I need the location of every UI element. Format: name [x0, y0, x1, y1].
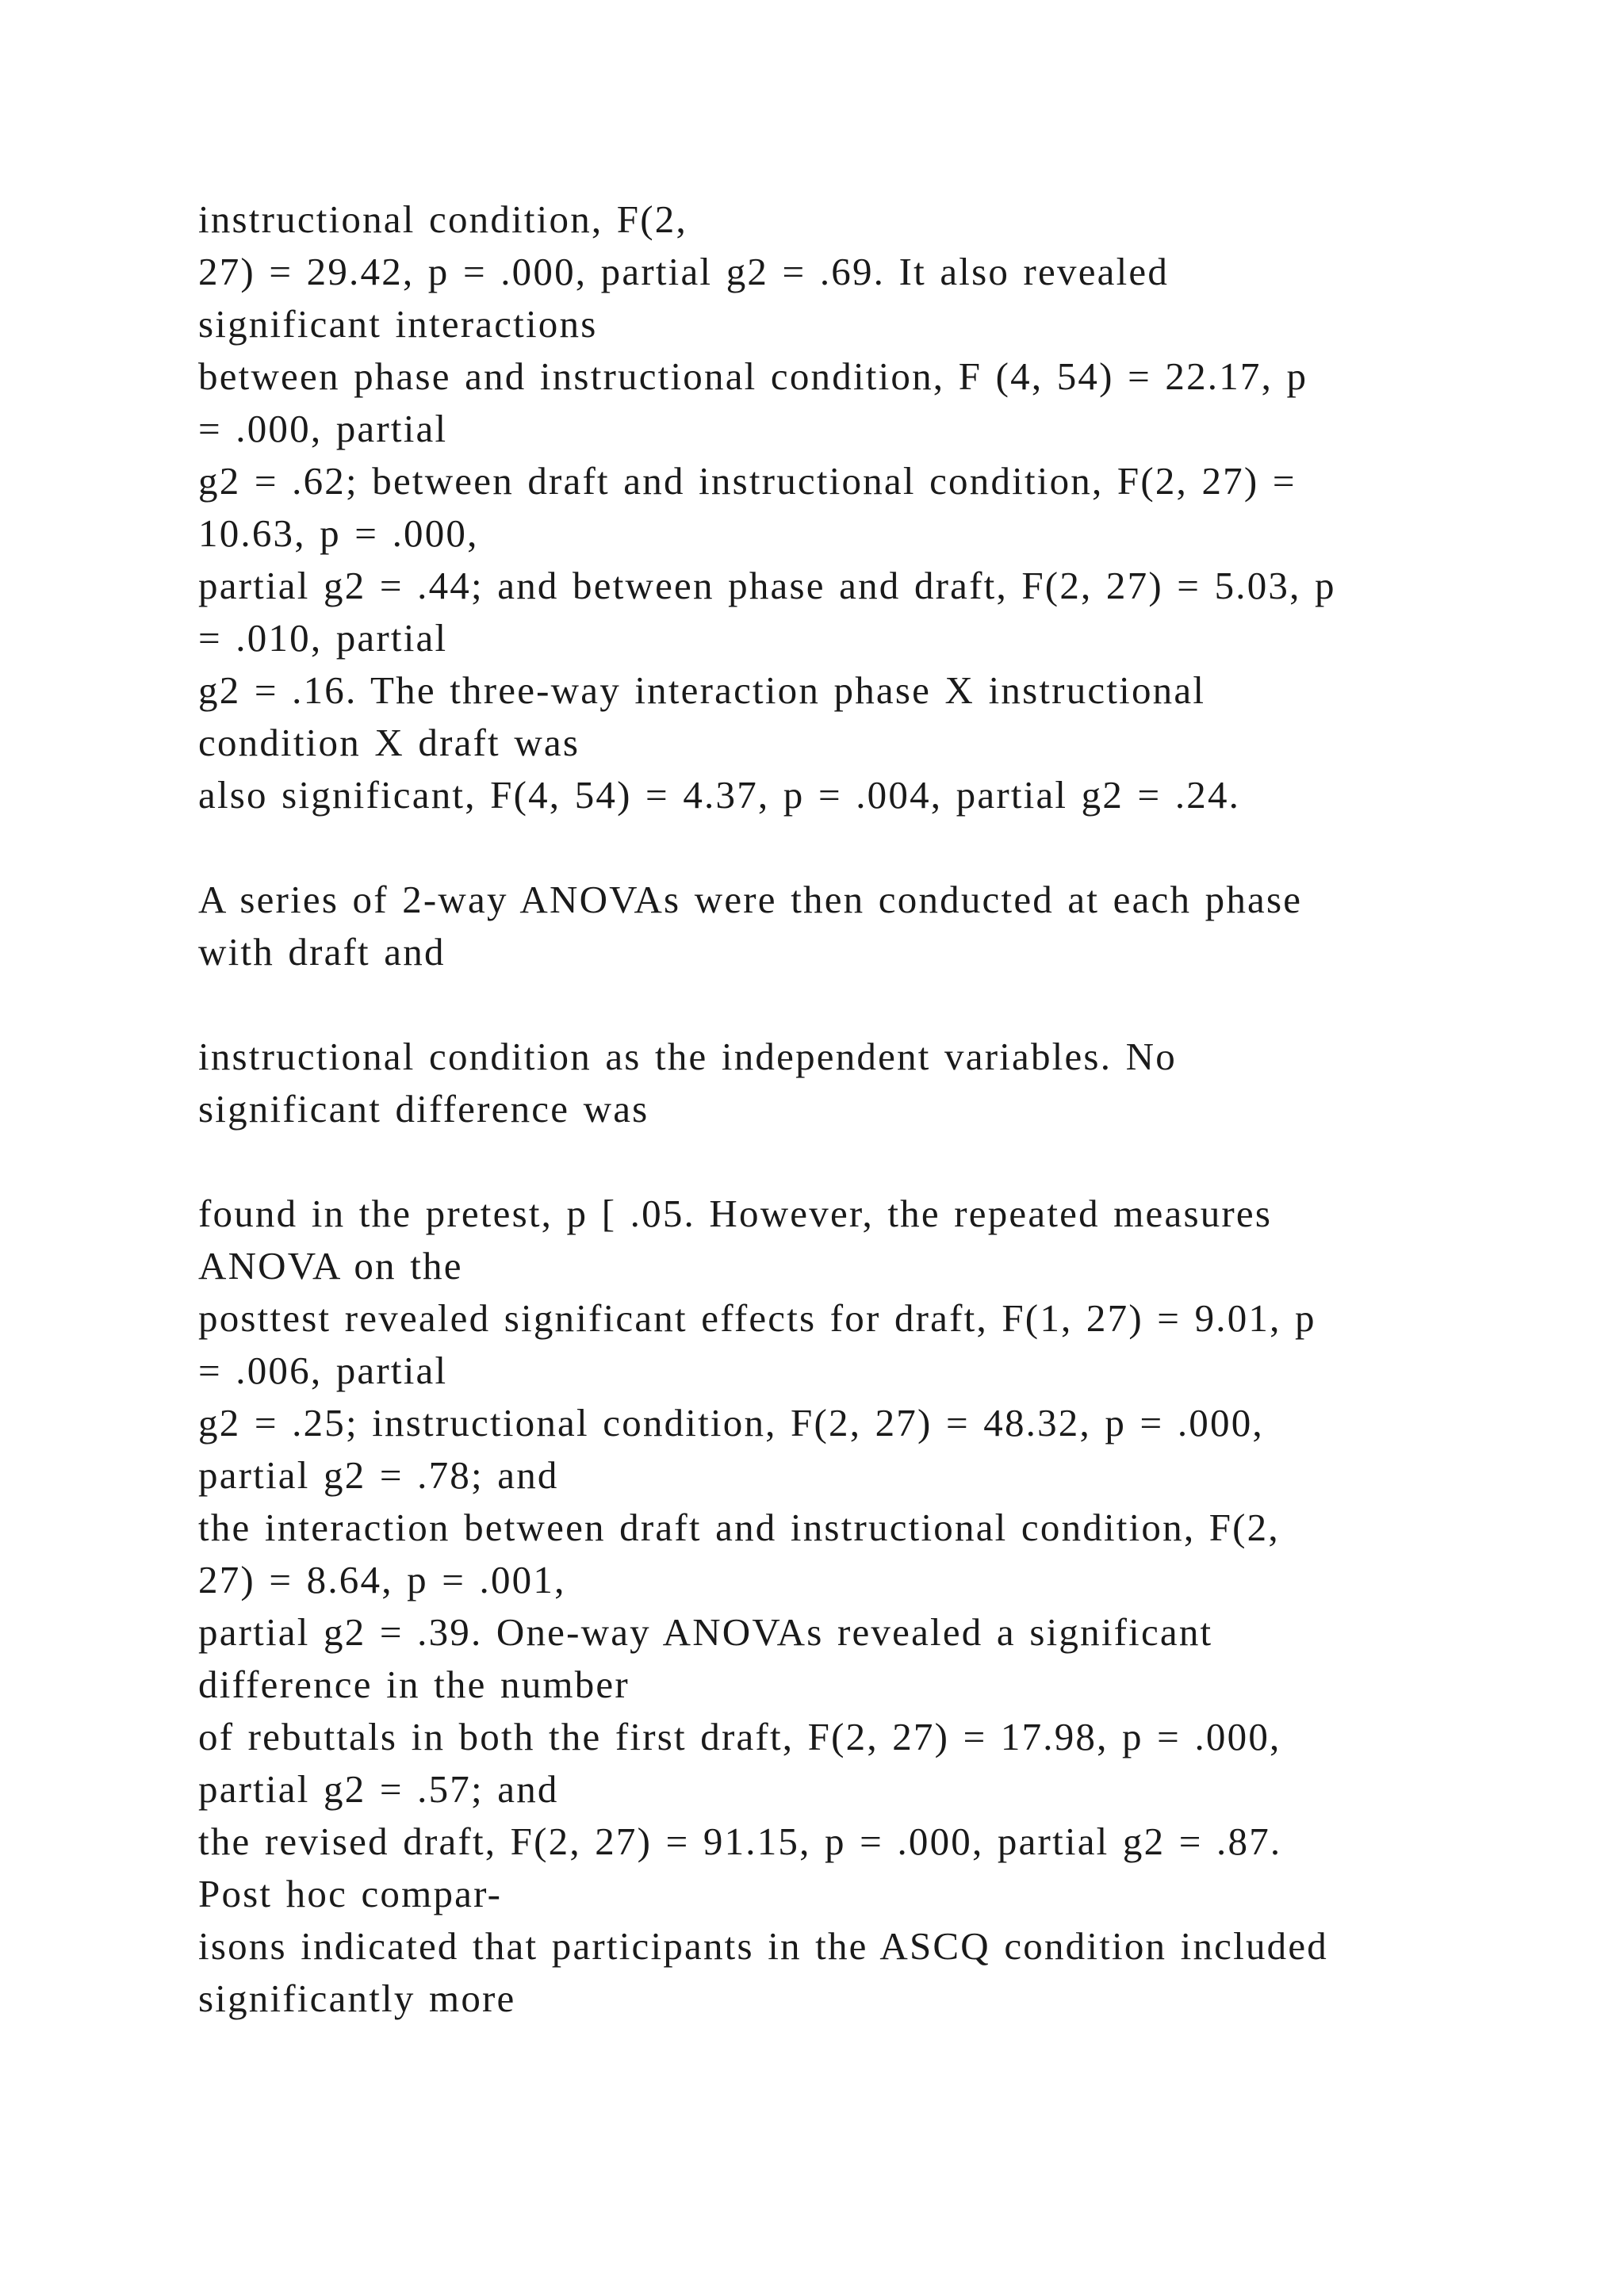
text-line: partial g2 = .39. One-way ANOVAs revealed a significant: [198, 1610, 1213, 1654]
text-line: significantly more: [198, 1976, 516, 2020]
text-line: 27) = 8.64, p = .001,: [198, 1558, 566, 1601]
text-line: ANOVA on the: [198, 1244, 463, 1288]
text-line: with draft and: [198, 930, 446, 974]
text-line: g2 = .62; between draft and instructional condition, F(2, 27) =: [198, 459, 1297, 503]
text-line: significant difference was: [198, 1087, 649, 1131]
text-line: instructional condition as the independent variables. No: [198, 1035, 1177, 1078]
text-line: partial g2 = .57; and: [198, 1767, 559, 1811]
text-line: partial g2 = .78; and: [198, 1453, 559, 1497]
text-line: the revised draft, F(2, 27) = 91.15, p = .000, partial g2 = .87.: [198, 1820, 1282, 1863]
text-line: posttest revealed significant effects for draft, F(1, 27) = 9.01, p: [198, 1296, 1316, 1340]
text-line: of rebuttals in both the first draft, F(2, 27) = 17.98, p = .000,: [198, 1715, 1281, 1758]
text-line: difference in the number: [198, 1663, 630, 1706]
text-line: partial g2 = .44; and between phase and draft, F(2, 27) = 5.03, p: [198, 564, 1336, 607]
text-line: isons indicated that participants in the ASCQ condition included: [198, 1924, 1328, 1968]
text-line: found in the pretest, p [ .05. However, the repeated measures: [198, 1192, 1273, 1235]
text-line: significant interactions: [198, 302, 598, 346]
body-text: [198, 193, 1562, 2025]
text-line: condition X draft was: [198, 721, 580, 764]
text-line: between phase and instructional condition, F (4, 54) = 22.17, p: [198, 354, 1308, 398]
blank-line: [198, 821, 1562, 874]
text-line: Post hoc compar-: [198, 1872, 503, 1915]
text-line: A series of 2-way ANOVAs were then conducted at each phase: [198, 878, 1303, 921]
text-line: 10.63, p = .000,: [198, 511, 479, 555]
blank-line: [198, 1135, 1562, 1188]
text-line: = .006, partial: [198, 1349, 448, 1392]
text-line: also significant, F(4, 54) = 4.37, p = .004, partial g2 = .24.: [198, 773, 1241, 817]
text-line: instructional condition, F(2,: [198, 197, 688, 241]
text-line: g2 = .16. The three-way interaction phase X instructional: [198, 668, 1206, 712]
blank-line: [198, 978, 1562, 1031]
text-line: 27) = 29.42, p = .000, partial g2 = .69. It also revealed: [198, 250, 1170, 293]
text-line: = .010, partial: [198, 616, 448, 660]
text-line: the interaction between draft and instructional condition, F(2,: [198, 1506, 1280, 1549]
text-line: = .000, partial: [198, 407, 448, 450]
text-line: g2 = .25; instructional condition, F(2, 27) = 48.32, p = .000,: [198, 1401, 1264, 1445]
